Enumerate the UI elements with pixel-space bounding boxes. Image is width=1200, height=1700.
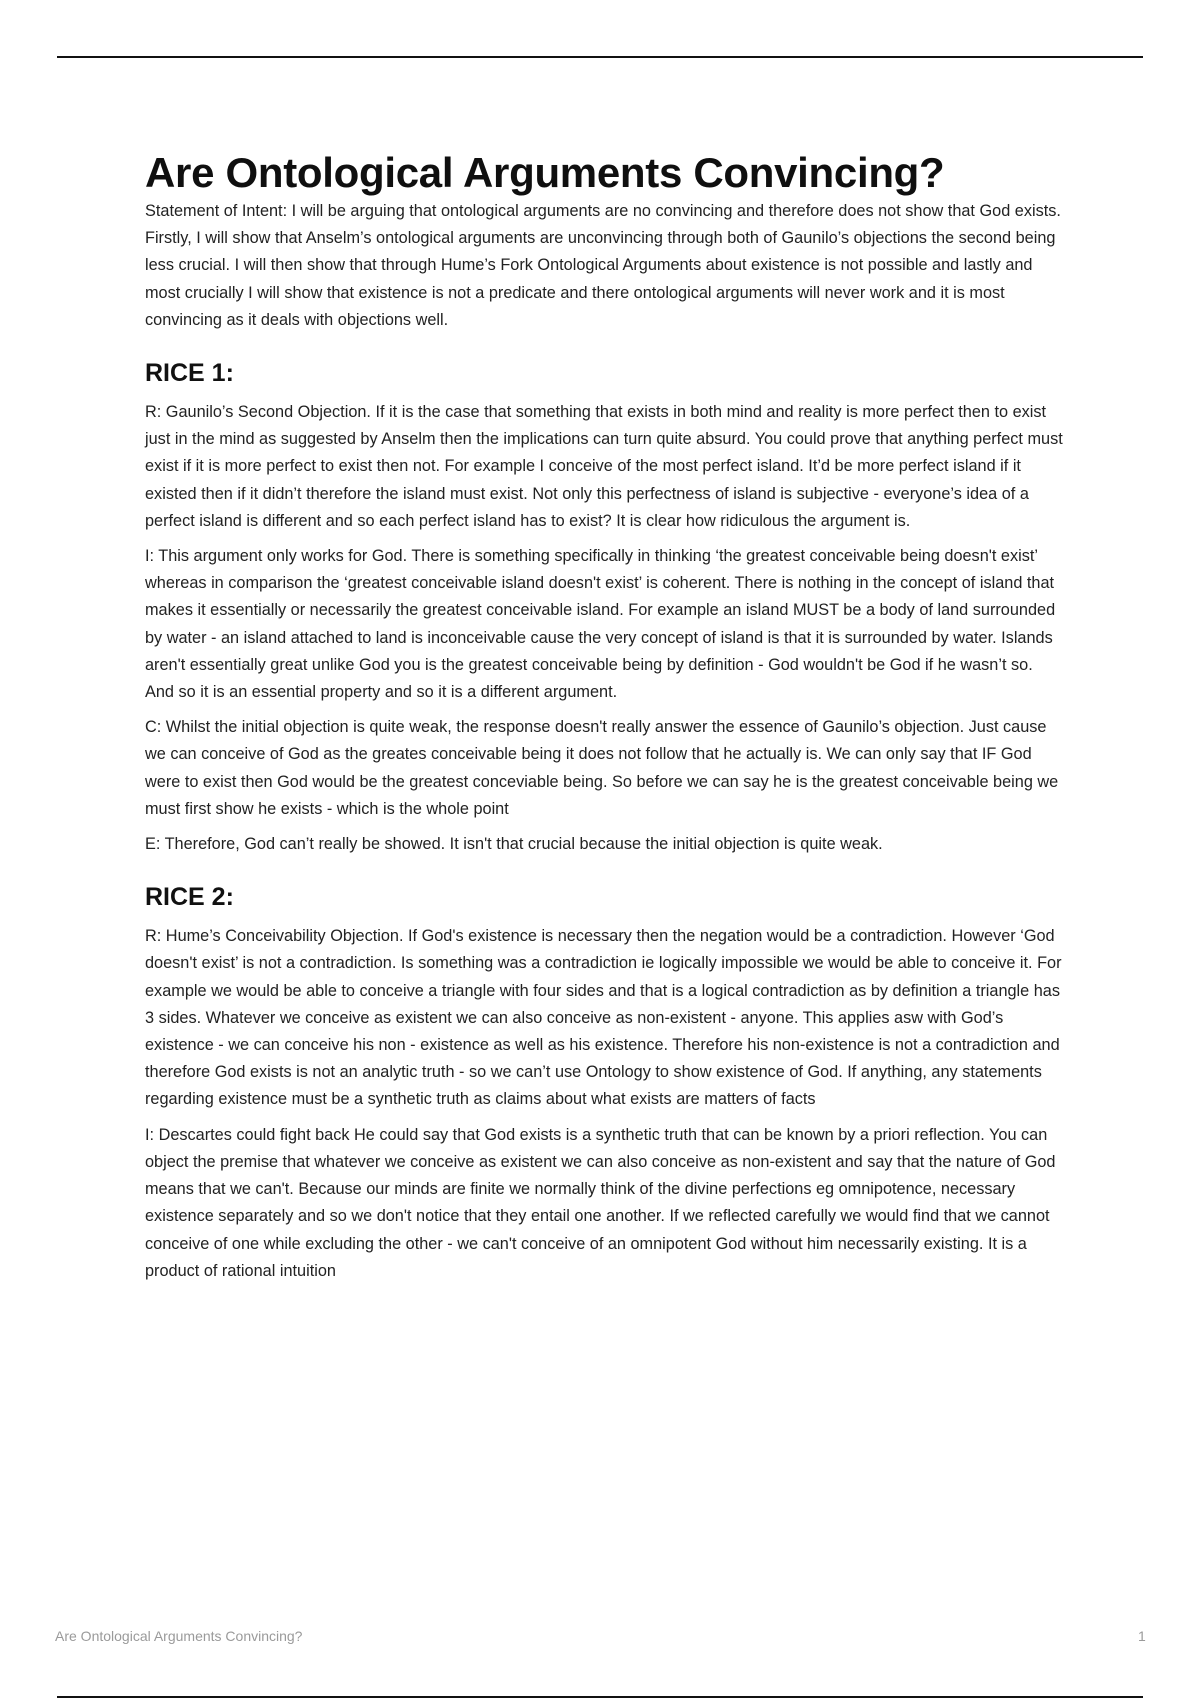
top-rule [57, 56, 1143, 58]
section-rice-1 [145, 358, 1065, 858]
section-heading: RICE 1: [145, 359, 234, 388]
section-rice-2 [145, 882, 1065, 1285]
paragraph-reason: R: Gaunilo’s Second Objection. If it is the case that something that exists in both mind and reality is more perfect then to exist just in the mind as suggested by Anselm then the implications can turn quite absurd. You could prove that anything perfect must exist if it is more perfect to exist then not. For example I conceive of the most perfect island. It’d be more perfect island if it existed then if it didn’t therefore the island must exist. Not only this perfectness of island is subjective - everyone’s idea of a perfect island is different and so each perfect island has to exist? It is clear how ridiculous the argument is. [145, 403, 1063, 530]
footer-title: Are Ontological Arguments Convincing? [55, 1628, 303, 1644]
section-heading: RICE 2: [145, 883, 234, 912]
document-body [145, 148, 1065, 1293]
statement-of-intent: Statement of Intent: I will be arguing that ontological arguments are no convincing and therefore does not show that God exists. Firstly, I will show that Anselm’s ontological arguments are unconvincing through both of Gaunilo’s objections the second being less crucial. I will then show that through Hume’s Fork Ontological Arguments about existence is not possible and lastly and most crucially I will show that existence is not a predicate and there ontological arguments will never work and it is most convincing as it deals with objections well. [145, 202, 1061, 329]
paragraph-reason: R: Hume’s Conceivability Objection. If God's existence is necessary then the negation would be a contradiction. However ‘God doesn't exist’ is not a contradiction. Is something was a contradiction ie logically impossible we would be able to conceive it. For example we would be able to conceive a triangle with four sides and that is a logical contradiction as by definition a triangle has 3 sides. Whatever we conceive as existent we can also conceive as non-existent - anyone. This applies asw with God’s existence - we can conceive his non - existence as well as his existence. Therefore his non-existence is not a contradiction and therefore God exists is not an analytic truth - so we can’t use Ontology to show existence of God. If anything, any statements regarding existence must be a synthetic truth as claims about what exists are matters of facts [145, 927, 1062, 1109]
paragraph-evaluation: E: Therefore, God can’t really be showed. It isn't that crucial because the initial objection is quite weak. [145, 835, 883, 854]
paragraph-counter: C: Whilst the initial objection is quite weak, the response doesn't really answer the essence of Gaunilo’s objection. Just cause we can conceive of God as the greates conceivable being it does not follow that he actually is. We can only say that IF God were to exist then God would be the greatest conceviable being. So before we can say he is the greatest conceivable being we must first show he exists - which is the whole point [145, 718, 1059, 818]
page-number: 1 [1138, 1628, 1146, 1644]
paragraph-interpretation: I: This argument only works for God. There is something specifically in thinking ‘the greatest conceivable being doesn't exist’ whereas in comparison the ‘greatest conceivable island doesn't exist’ is coherent. There is nothing in the concept of island that makes it essentially or necessarily the greatest conceivable island. For example an island MUST be a body of land surrounded by water - an island attached to land is inconceivable cause the very concept of island is that it is surrounded by water. Islands aren't essentially great unlike God you is the greatest conceivable being by definition - God wouldn't be God if he wasn’t so. And so it is an essential property and so it is a different argument. [145, 547, 1056, 702]
bottom-rule [57, 1696, 1143, 1698]
page-title: Are Ontological Arguments Convincing? [145, 149, 945, 196]
paragraph-interpretation: I: Descartes could fight back He could say that God exists is a synthetic truth that can be known by a priori reflection. You can object the premise that whatever we conceive as existent we can also conceive as non-existent and say that the nature of God means that we can't. Because our minds are finite we normally think of the divine perfections eg omnipotence, necessary existence separately and so we don't notice that they entail one another. If we reflected carefully we would find that we cannot conceive of one while excluding the other - we can't conceive of an omnipotent God without him necessarily existing. It is a product of rational intuition [145, 1125, 1056, 1280]
